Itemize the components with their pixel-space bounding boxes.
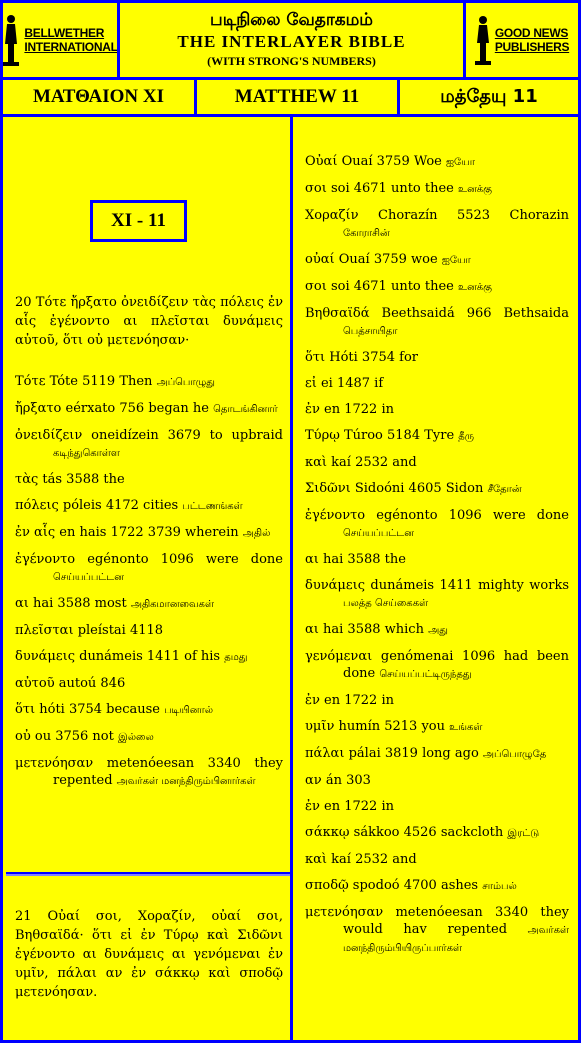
word-entry [305,824,569,842]
transliteration-gloss: pálai 3819 long ago [344,746,483,761]
transliteration-gloss: dunámeis 1411 of his [74,649,225,664]
word-entry [305,207,569,242]
greek-word: ἐγένοντο [15,552,76,567]
left-column [0,114,293,1043]
tamil-gloss: அதிகமானவைகள் [130,599,214,610]
tamil-gloss: செய்யப்பட்டன [343,528,414,539]
transliteration-gloss: Tóte 5119 Then [45,374,157,389]
greek-word: ἐγένοντο [305,508,366,523]
good-news-logo [463,0,581,80]
tamil-gloss: அப்பொழுது [156,377,215,388]
word-entry [305,904,569,957]
transliteration-gloss: metenóeesan 3340 they would hav repented [343,905,569,937]
tamil-gloss: அப்பொழுதே [482,749,547,760]
transliteration-gloss: Hóti 3754 for [325,350,419,365]
greek-word: υμῖν [305,719,335,734]
greek-word: αὐτοῦ [15,676,55,691]
bellwether-logo [0,0,120,80]
transliteration-gloss: án 303 [321,773,371,788]
greek-word: πόλεις [15,498,59,513]
word-entry [305,551,569,568]
verse-20-text: 20 Τότε ἤρξατο ὀνειδίζειν τὰς πόλεις ἐν αἷς ἐγένοντο αι πλεῖσται δυνάμεις αὐτοῦ, ὅτι οὐ μετενόησαν· [15,295,283,348]
transliteration-gloss: genómenai 1096 had been done [343,649,569,681]
word-entry [15,497,283,515]
greek-word: ἐν αἷς [15,525,56,540]
transliteration-gloss: sákkoo 4526 sackcloth [349,825,508,840]
tamil-gloss: சாம்பல் [482,881,517,892]
word-entry [305,153,569,171]
figure-icon [475,15,491,65]
greek-word: ὅτι [15,702,36,717]
logo-right-line1: GOOD NEWS [494,26,569,40]
tamil-gloss: அவர்கள் மனந்திரும்பினார்கள் [116,776,256,787]
transliteration-gloss: en hais 1722 3739 wherein [55,525,243,540]
chapter-english: MATTHEW 11 [194,77,400,117]
transliteration-gloss: soi 4671 unto thee [326,279,458,294]
tamil-gloss: செய்யப்பட்டிருந்தது [379,669,472,680]
tamil-gloss: ஐயோ [446,157,475,168]
word-entry [15,373,283,391]
logo-right-line2: PUBLISHERS [494,40,570,54]
transliteration-gloss: Túroo 5184 Tyre [339,428,459,443]
word-entry [15,755,283,790]
transliteration-gloss: póleis 4172 cities [58,498,183,513]
transliteration-gloss: egénonto 1096 were done [365,508,569,523]
header [0,0,581,80]
transliteration-gloss: pleístai 4118 [73,623,164,638]
word-entry [305,507,569,542]
transliteration-gloss: ou 3756 not [30,729,118,744]
tamil-gloss: பெத்சாயிதா [343,326,398,337]
greek-word: πλεῖσται [15,623,74,638]
word-entry [305,577,569,612]
tamil-gloss: ஐயோ [441,255,471,266]
tamil-gloss: அது [428,625,448,636]
word-entry [305,621,569,639]
transliteration-gloss: dunámeis 1411 mighty works [364,578,569,593]
transliteration-gloss: hóti 3754 because [35,702,165,717]
greek-word: σοι [305,181,327,196]
word-entry [305,401,569,418]
word-entry [305,798,569,815]
greek-word: Οὐαί [305,154,338,169]
tamil-gloss: படியினால் [164,705,213,716]
verse-reference: XI - 11 [90,200,187,242]
word-entry [305,251,569,269]
word-entry [15,471,283,488]
transliteration-gloss: en 1722 in [319,402,394,417]
word-entry [305,718,569,736]
word-entry [305,648,569,683]
tamil-gloss: தொடங்கினார் [213,404,278,415]
logo-left-line2: INTERNATIONAL [24,40,118,54]
title-tamil: படிநிலை வேதாகமம் [210,10,373,30]
greek-word: γενόμεναι [305,649,373,664]
word-entry [305,454,569,471]
greek-word: σάκκῳ [305,825,350,840]
greek-word: αι [15,596,29,611]
transliteration-gloss: humín 5213 you [334,719,450,734]
greek-word: Σιδῶνι [305,481,351,496]
transliteration-gloss: hai 3588 the [318,552,406,567]
verse-divider [6,872,293,876]
word-entry [305,278,569,296]
greek-word: Βηθσαϊδά [305,306,370,321]
greek-word: αν [305,773,322,788]
word-entry [305,305,569,340]
greek-word: ἐν [305,799,320,814]
greek-word: οὐαί [305,252,335,267]
greek-word: αι [305,552,319,567]
tamil-gloss: தீரு [458,431,475,442]
greek-word: τὰς [15,472,39,487]
word-entry [15,427,283,462]
greek-word: ὅτι [305,350,326,365]
chapter-greek: ΜΑΤΘΑΙΟΝ XI [0,77,197,117]
title-box [117,0,466,80]
greek-word: καὶ [305,455,328,470]
transliteration-gloss: spodoó 4700 ashes [348,878,483,893]
word-entry [305,427,569,445]
greek-word: μετενόησαν [305,905,384,920]
word-entry [305,375,569,392]
tamil-gloss: உங்கள் [449,722,483,733]
right-word-list [305,153,569,966]
title-sub: (WITH STRONG'S NUMBERS) [207,54,376,68]
word-entry [15,400,283,418]
word-entry [15,595,283,613]
figure-icon [2,14,20,66]
tamil-gloss: அவர்கள் மனந்திரும்பியிருப்பார்கள் [343,925,569,954]
transliteration-gloss: hai 3588 most [28,596,131,611]
transliteration-gloss: Chorazín 5523 Chorazin [358,208,569,223]
transliteration-gloss: Sidoóni 4605 Sidon [350,481,488,496]
transliteration-gloss: ei 1487 if [316,376,384,391]
word-entry [15,551,283,586]
greek-word: εἰ [305,376,317,391]
word-entry [305,480,569,498]
word-entry [15,728,283,746]
tamil-gloss: பலத்த செய்கைகள் [343,598,429,609]
greek-word: Τότε [15,374,46,389]
word-entry [15,648,283,666]
transliteration-gloss: egénonto 1096 were done [75,552,283,567]
greek-word: Τύρῳ [305,428,340,443]
transliteration-gloss: Ouaí 3759 woe [334,252,442,267]
greek-word: ἤρξατο [15,401,62,416]
tamil-gloss: இரட்டு [507,828,540,839]
greek-word: σποδῷ [305,878,349,893]
transliteration-gloss: eérxato 756 began he [61,401,214,416]
transliteration-gloss: soi 4671 unto thee [326,181,458,196]
tamil-gloss: அதில் [242,528,271,539]
title-main: THE INTERLAYER BIBLE [177,32,406,51]
tamil-gloss: சீதோன் [487,484,522,495]
word-entry [305,877,569,895]
transliteration-gloss: autoú 846 [54,676,126,691]
transliteration-gloss: Ouaí 3759 Woe [337,154,446,169]
greek-word: μετενόησαν [15,756,94,771]
word-entry [305,745,569,763]
right-column [290,114,581,1043]
greek-word: δυνάμεις [15,649,75,664]
word-entry [305,692,569,709]
tamil-gloss: கோராசின் [343,228,390,239]
tamil-gloss: இல்லை [117,732,154,743]
left-word-list [15,373,283,799]
transliteration-gloss: Beethsaidá 966 Bethsaida [369,306,569,321]
greek-word: πάλαι [305,746,345,761]
greek-word: Χοραζίν [305,208,359,223]
transliteration-gloss: tás 3588 the [38,472,125,487]
word-entry [15,524,283,542]
tamil-gloss: உனக்கு [458,282,492,293]
tamil-gloss: உனக்கு [458,184,492,195]
transliteration-gloss: hai 3588 which [318,622,429,637]
greek-word: οὐ [15,729,31,744]
chapter-tamil: மத்தேயு 11 [397,77,581,117]
transliteration-gloss: en 1722 in [319,693,394,708]
greek-word: ὀνειδίζειν [15,428,83,443]
greek-word: δυνάμεις [305,578,365,593]
transliteration-gloss: metenóeesan 3340 they repented [53,756,283,788]
tamil-gloss: கடிந்துகொள்ள [53,448,120,459]
word-entry [15,701,283,719]
tamil-gloss: செய்யப்பட்டன [53,572,124,583]
word-entry [305,772,569,789]
word-entry [15,675,283,692]
transliteration-gloss: kaí 2532 and [327,455,417,470]
greek-word: αι [305,622,319,637]
logo-left-line1: BELLWETHER [24,26,105,40]
greek-word: καὶ [305,852,328,867]
word-entry [15,622,283,639]
verse-21-text: 21 Οὐαί σοι, Χοραζίν, οὐαί σοι, Βηθσαϊδά· ὅτι εἰ ἐν Τύρῳ καὶ Σιδῶνι ἐγένοντο αι δυνάμεις αι γενόμεναι ἐν υμῖν, πάλαι αν ἐν σάκκῳ καὶ σποδῷ μετενόησαν. [15,909,283,1000]
greek-word: ἐν [305,402,320,417]
greek-word: ἐν [305,693,320,708]
word-entry [305,180,569,198]
word-entry [305,851,569,868]
transliteration-gloss: oneidízein 3679 to upbraid [82,428,283,443]
transliteration-gloss: en 1722 in [319,799,394,814]
transliteration-gloss: kaí 2532 and [327,852,417,867]
tamil-gloss: தமது [224,652,248,663]
tamil-gloss: பட்டணங்கள் [182,501,243,512]
word-entry [305,349,569,366]
greek-word: σοι [305,279,327,294]
